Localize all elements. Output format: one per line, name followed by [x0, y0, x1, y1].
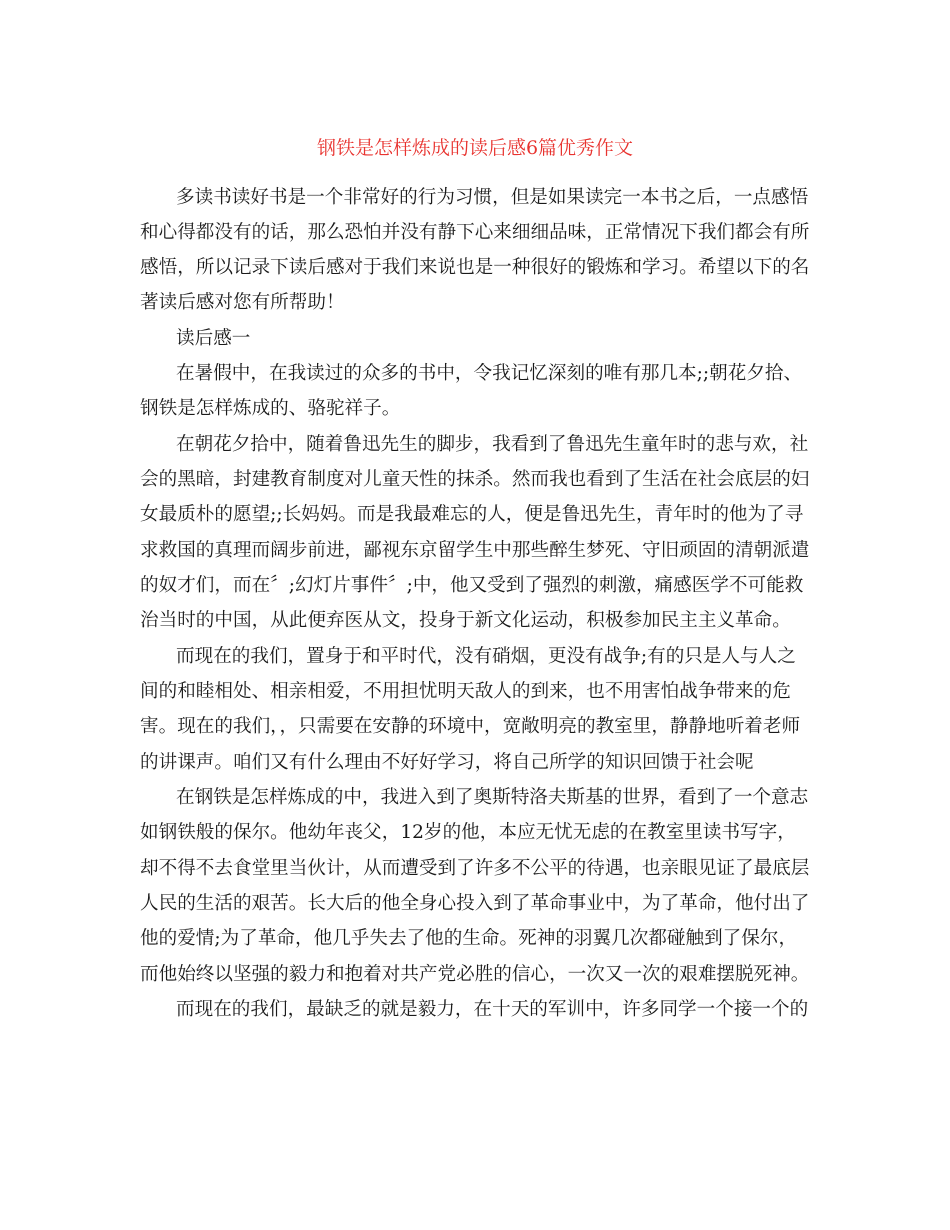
text-line: 感悟，所以记录下读后感对于我们来说也是一种很好的锻炼和学习。希望以下的名 — [140, 257, 810, 278]
text-line: 他的爱情;为了革命，他几乎失去了他的生命。死神的羽翼几次都碰触到了保尔， — [140, 928, 798, 949]
text-line: 害。现在的我们，，只需要在安静的环境中，宽敞明亮的教室里，静静地听着老师 — [140, 716, 801, 737]
text-line: 求救国的真理而阔步前进，鄙视东京留学生中那些醉生梦死、守旧顽固的清朝派遣 — [140, 540, 810, 561]
text-line: 在暑假中，在我读过的众多的书中，令我记忆深刻的唯有那几本;;朝花夕拾、 — [176, 363, 803, 384]
text-line: 会的黑暗，封建教育制度对儿童天性的抹杀。然而我也看到了生活在社会底层的妇 — [140, 469, 810, 490]
text-line: 间的和睦相处、相亲相爱，不用担忧明天敌人的到来，也不用害怕战争带来的危 — [140, 681, 791, 702]
text-line: 而现在的我们，置身于和平时代，没有硝烟，更没有战争;有的只是人与人之 — [176, 646, 796, 667]
text-line: 在朝花夕拾中，随着鲁迅先生的脚步，我看到了鲁迅先生童年时的悲与欢，社 — [176, 434, 809, 455]
text-line: 多读书读好书是一个非常好的行为习惯，但是如果读完一本书之后，一点感悟 — [176, 187, 809, 208]
document-title: 钢铁是怎样炼成的读后感6篇优秀作文 — [316, 137, 634, 159]
text-line: 和心得都没有的话，那么恐怕并没有静下心来细细品味，正常情况下我们都会有所 — [140, 222, 810, 243]
text-line: 而他始终以坚强的毅力和抱着对共产党必胜的信心，一次又一次的艰难摆脱死神。 — [140, 964, 810, 985]
text-line: 钢铁是怎样炼成的、骆驼祥子。 — [140, 398, 401, 419]
text-line: 如钢铁般的保尔。他幼年丧父，12岁的他，本应无忧无虑的在教室里读书写字， — [140, 822, 796, 843]
text-line: 而现在的我们，最缺乏的就是毅力，在十天的军训中，许多同学一个接一个的 — [176, 999, 809, 1020]
text-line: 著读后感对您有所帮助！ — [140, 292, 345, 313]
text-line: 女最质朴的愿望;;长妈妈。而是我最难忘的人，便是鲁迅先生，青年时的他为了寻 — [140, 504, 804, 525]
text-line: 的奴才们，而在〞;幻灯片事件〞;中，他又受到了强烈的刺激，痛感医学不可能救 — [140, 575, 804, 596]
text-line: 的讲课声。咱们又有什么理由不好好学习，将自己所学的知识回馈于社会呢 — [140, 752, 754, 773]
text-line: 在钢铁是怎样炼成的中，我进入到了奥斯特洛夫斯基的世界，看到了一个意志 — [176, 787, 809, 808]
text-line: 却不得不去食堂里当伙计，从而遭受到了许多不公平的待遇，也亲眼见证了最底层 — [140, 858, 810, 879]
text-line: 治当时的中国，从此便弃医从文，投身于新文化运动，积极参加民主主义革命。 — [140, 610, 791, 631]
section-heading: 读后感一 — [176, 328, 251, 349]
text-line: 人民的生活的艰苦。长大后的他全身心投入到了革命事业中，为了革命，他付出了 — [140, 893, 810, 914]
